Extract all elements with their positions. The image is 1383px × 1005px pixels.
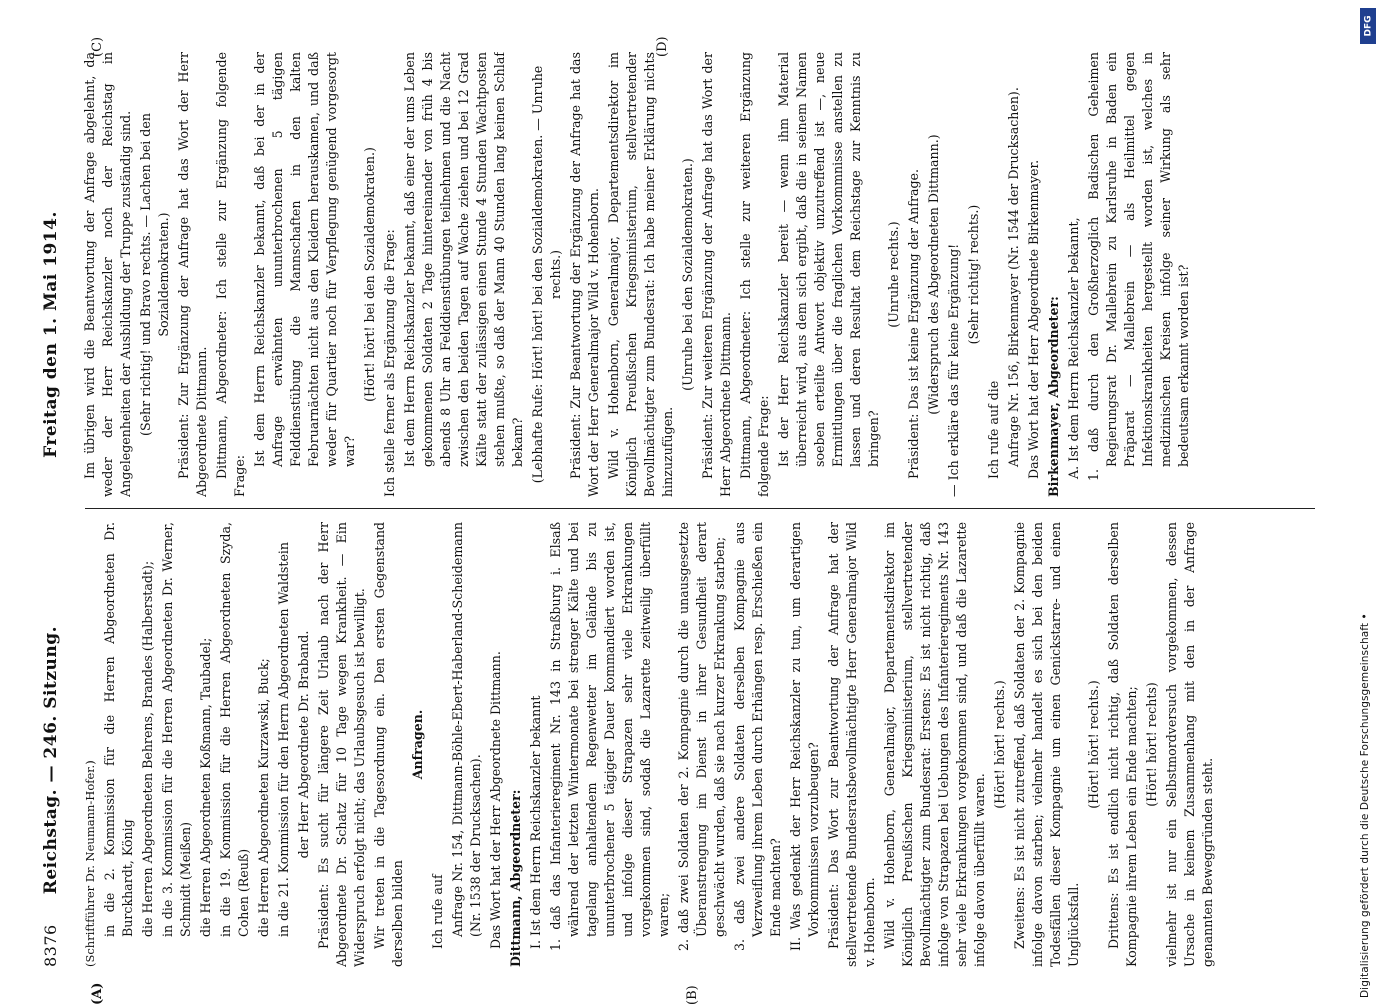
paragraph: Ist dem Herrn Reichskanzler bekannt, daß einer der ums Leben gekommenen Soldaten 2 Tage hintereinander von früh 4 bis abends 8 Uhr an Felddienstübungen teilnehmen und die Nacht zwischen den beiden Tagen auf Wache ziehen und bei 12 Grad Kälte statt der zulässigen einen Stunde 4 Stunden Wachtposten stehen mußte, so daß der Mann 40 Stunden lang keinen Schlaf bekam? — [402, 52, 525, 467]
paragraph: in die 3. Kommission für die Herren Abgeordneten Dr. Werner, Schmidt (Meißen) — [160, 522, 193, 937]
margin-marker-d: (D) — [655, 36, 670, 57]
paragraph: Ich rufe auf die — [986, 380, 1001, 479]
digitization-notice — [1357, 8, 1379, 998]
paragraph: in die 19. Kommission für die Herren Abgeordneten Szyda, Cohen (Reuß) — [218, 522, 251, 937]
margin-marker-c: (C) — [90, 36, 105, 57]
header-title-center: Freitag den 1. Mai 1914. — [41, 211, 61, 458]
list-item: 1. daß das Infanterieregiment Nr. 143 in Straßburg i. Elsaß während der letzten Wintermonate bei strenger Kälte und bei tagelang anhaltendem Regenwetter im Gelände bis zu ununterbrochener 5 tägiger Dauer kommandiert worden ist, und infolge dieser Strapazen sehr viele Erkrankungen vorgekommen sind, sodaß die Lazarette zeitweilig überfüllt waren; — [548, 522, 671, 951]
paragraph: Präsident: Zur weiteren Ergänzung der Anfrage hat das Wort der Herr Abgeordnete Dittmann. — [700, 52, 733, 497]
paragraph: in die 21. Kommission für den Herrn Abgeordneten Waldstein — [276, 541, 291, 937]
paragraph: Ich rufe auf — [430, 874, 445, 949]
paragraph: Drittens: Es ist endlich nicht richtig, daß Soldaten derselben Kompagnie ihrem Leben ein Ende machten; — [1106, 522, 1139, 967]
paragraph: der Herr Abgeordnete Dr. Braband. — [296, 630, 311, 859]
paragraph: A. Ist dem Herrn Reichskanzler bekannt, — [1066, 217, 1081, 479]
margin-marker-a: (A) — [90, 982, 105, 1005]
paragraph: die Herren Abgeordneten Koßmann, Taubadel; — [198, 637, 213, 937]
paragraph: Ich stelle ferner als Ergänzung die Frage: — [382, 229, 397, 497]
interjection: (Lebhafte Rufe: Hört! hört! bei den Sozialdemokraten. — Unruhe rechts.) — [530, 65, 563, 484]
paragraph: Präsident: Zur Beantwortung der Ergänzung der Anfrage hat das Wort der Herr Generalmajor Wild v. Hohenborn. — [568, 52, 601, 497]
paragraph: in die 2. Kommission für die Herren Abgeordneten Dr. Burckhardt, König — [102, 522, 135, 937]
column-divider — [85, 508, 1315, 509]
paragraph: Zweitens: Es ist nicht zutreffend, daß Soldaten der 2. Kompagnie infolge davon starben; vielmehr handelt es sich bei den beiden Todesfällen dieser Kompagnie um einen Genickstarre- und einen Unglücksfall. — [1012, 522, 1081, 967]
margin-marker-b: (B) — [685, 985, 700, 1005]
paragraph: Das Wort hat der Herr Abgeordnete Birkenmayer. — [1026, 159, 1041, 479]
interjection: (Hört! hört! rechts.) — [1086, 680, 1101, 809]
paragraph: Anfrage Nr. 154, Dittmann-Böhle-Ebert-Haberland-Scheidemann (Nr. 1538 der Drucksachen). — [450, 522, 483, 937]
dfg-logo: DFG — [1360, 8, 1376, 44]
paragraph: Wir treten in die Tagesordnung ein. Den ersten Gegenstand derselben bilden — [372, 522, 405, 967]
list-item: 2. daß zwei Soldaten der 2. Kompagnie durch die unausgesetzte Überanstrengung im Dienst in ihrer Gesundheit derart geschwächt wurden, daß sie nach kurzer Erkrankung starben; — [676, 522, 727, 951]
paragraph: Wild v. Hohenborn, Generalmajor, Departementsdirektor im Königlich Preußischen Kriegsministerium, stellvertretender Bevollmächtigter zum Bundesrat: Ich habe meiner Erklärung nichts hinzuzufügen. — [606, 52, 675, 497]
paragraph: Wild v. Hohenborn, Generalmajor, Departementsdirektor im Königlich Preußischen Kriegsministerium, stellvertretender Bevollmächtigter zum Bundesrat: Erstens: Es ist nicht richtig, daß infolge von Strapazen bei Uebungen des Infanterieregiments Nr. 143 sehr viele Erkrankungen vorgekommen sind, und daß die Lazarette infolge davon überfüllt waren. — [882, 522, 987, 967]
interjection: (Unruhe rechts.) — [886, 221, 901, 328]
interjection: (Hört! hört! bei den Sozialdemokraten.) — [362, 147, 377, 402]
rotated-document-page — [35, 35, 1335, 1005]
interjection: (Widerspruch des Abgeordneten Dittmann.) — [926, 134, 941, 415]
paragraph: Ist dem Herrn Reichskanzler bekannt, daß bei der in der Anfrage erwähnten ununterbrochenen 5 tägigen Felddienstübung die Mannschaften in den kalten Februarnächten nicht aus den Kleidern herauskamen, und daß weder für Quartier noch für Verpflegung genügend vorgesorgt war? — [252, 52, 357, 467]
paragraph: Präsident: Zur Ergänzung der Anfrage hat das Wort der Herr Abgeordnete Dittmann. — [176, 52, 209, 497]
paragraph: Präsident: Es sucht für längere Zeit Urlaub nach der Herr Abgeordnete Dr. Schatz für 10 Tage wegen Krankheit. — Ein Widerspruch erfolgt nicht; das Urlaubsgesuch ist bewilligt. — [316, 522, 367, 967]
page-number: 8376 — [41, 924, 60, 967]
right-column — [81, 52, 1325, 497]
paragraph: vielmehr ist nur ein Selbstmordversuch vorgekommen, dessen Ursache in keinem Zusammenhang mit den in der Anfrage genannten Beweggründen steht. — [1164, 522, 1215, 967]
paragraph: — Ich erkläre das für keine Ergänzung! — [946, 243, 961, 497]
list-item: 1. daß durch den Großherzoglich Badischen Geheimen Regierungsrat Dr. Mallebrein zu Karlsruhe in Baden ein Präparat — Mallebrein — als Heilmittel gegen Infektionskrankheiten hergestellt worden ist, welches in medizinischen Kreisen infolge seiner Wirkung als sehr bedeutsam erkannt worden ist? — [1086, 52, 1191, 481]
speaker-line: Dittmann, Abgeordneter: — [508, 789, 523, 967]
paragraph: Dittmann, Abgeordneter: Ich stelle zur Ergänzung folgende Frage: — [214, 52, 247, 497]
interjection: (Unruhe bei den Sozialdemokraten.) — [680, 158, 695, 391]
paragraph: die Herren Abgeordneten Behrens, Brandes (Halberstadt); — [140, 560, 155, 937]
paragraph: Präsident: Das Wort zur Beantwortung der Anfrage hat der stellvertretende Bundesratsbevollmächtigte Herr Generalmajor Wild v. Hohenborn. — [826, 522, 877, 967]
digitization-notice-text: Digitalisierung gefördert durch die Deutsche Forschungsgemeinschaft • — [1359, 613, 1371, 998]
paragraph: die Herren Abgeordneten Kurzawski, Buck; — [256, 658, 271, 937]
interjection: (Sehr richtig! und Bravo rechts. — Lachen bei den Sozialdemokraten.) — [138, 113, 171, 436]
paragraph: Ist der Herr Reichskanzler bereit — wenn ihm Material überreicht wird, aus dem sich ergibt, daß die in seinem Namen soeben erteilte Antwort objektiv unzutreffend ist —, neue Ermittlungen über die fraglichen Vorkommnisse anstellen zu lassen und deren Resultat dem Reichstage zur Kenntnis zu bringen? — [776, 52, 881, 467]
page-header — [41, 43, 81, 967]
interjection: (Hört! hört! rechts.) — [992, 680, 1007, 809]
left-column — [81, 522, 1325, 967]
paragraph: I. Ist dem Herrn Reichskanzler bekannt — [528, 695, 543, 949]
interjection: (Sehr richtig! rechts.) — [966, 204, 981, 345]
list-item: 3. daß zwei andere Soldaten derselben Kompagnie aus Verzweiflung ihrem Leben durch Erhängen resp. Erschießen ein Ende machten? — [732, 522, 783, 951]
interjection: (Hört! hört! rechts) — [1144, 682, 1159, 807]
paragraph: Dittmann, Abgeordneter: Ich stelle zur weiteren Ergänzung folgende Frage: — [738, 52, 771, 497]
paragraph: Anfrage Nr. 156, Birkenmayer (Nr. 1544 der Drucksachen). — [1006, 87, 1021, 467]
section-heading: Anfragen. — [410, 709, 425, 780]
header-title-left: Reichstag. — 246. Sitzung. — [41, 625, 61, 895]
paragraph: Das Wort hat der Herr Abgeordnete Dittmann. — [488, 651, 503, 949]
paragraph: Im übrigen wird die Beantwortung der Anfrage abgelehnt, da weder der Herr Reichskanzler noch der Reichstag in Angelegenheiten der Ausbildung der Truppe zuständig sind. — [82, 52, 133, 497]
paragraph: Präsident: Das ist keine Ergänzung der Anfrage. — [906, 169, 921, 479]
speaker-note: (Schriftführer Dr. Neumann-Hofer.) — [83, 760, 97, 967]
speaker-line: Birkenmayer, Abgeordneter: — [1046, 296, 1061, 497]
list-item: II. Was gedenkt der Herr Reichskanzler zu tun, um derartigen Vorkommnissen vorzubeugen? — [788, 522, 821, 951]
